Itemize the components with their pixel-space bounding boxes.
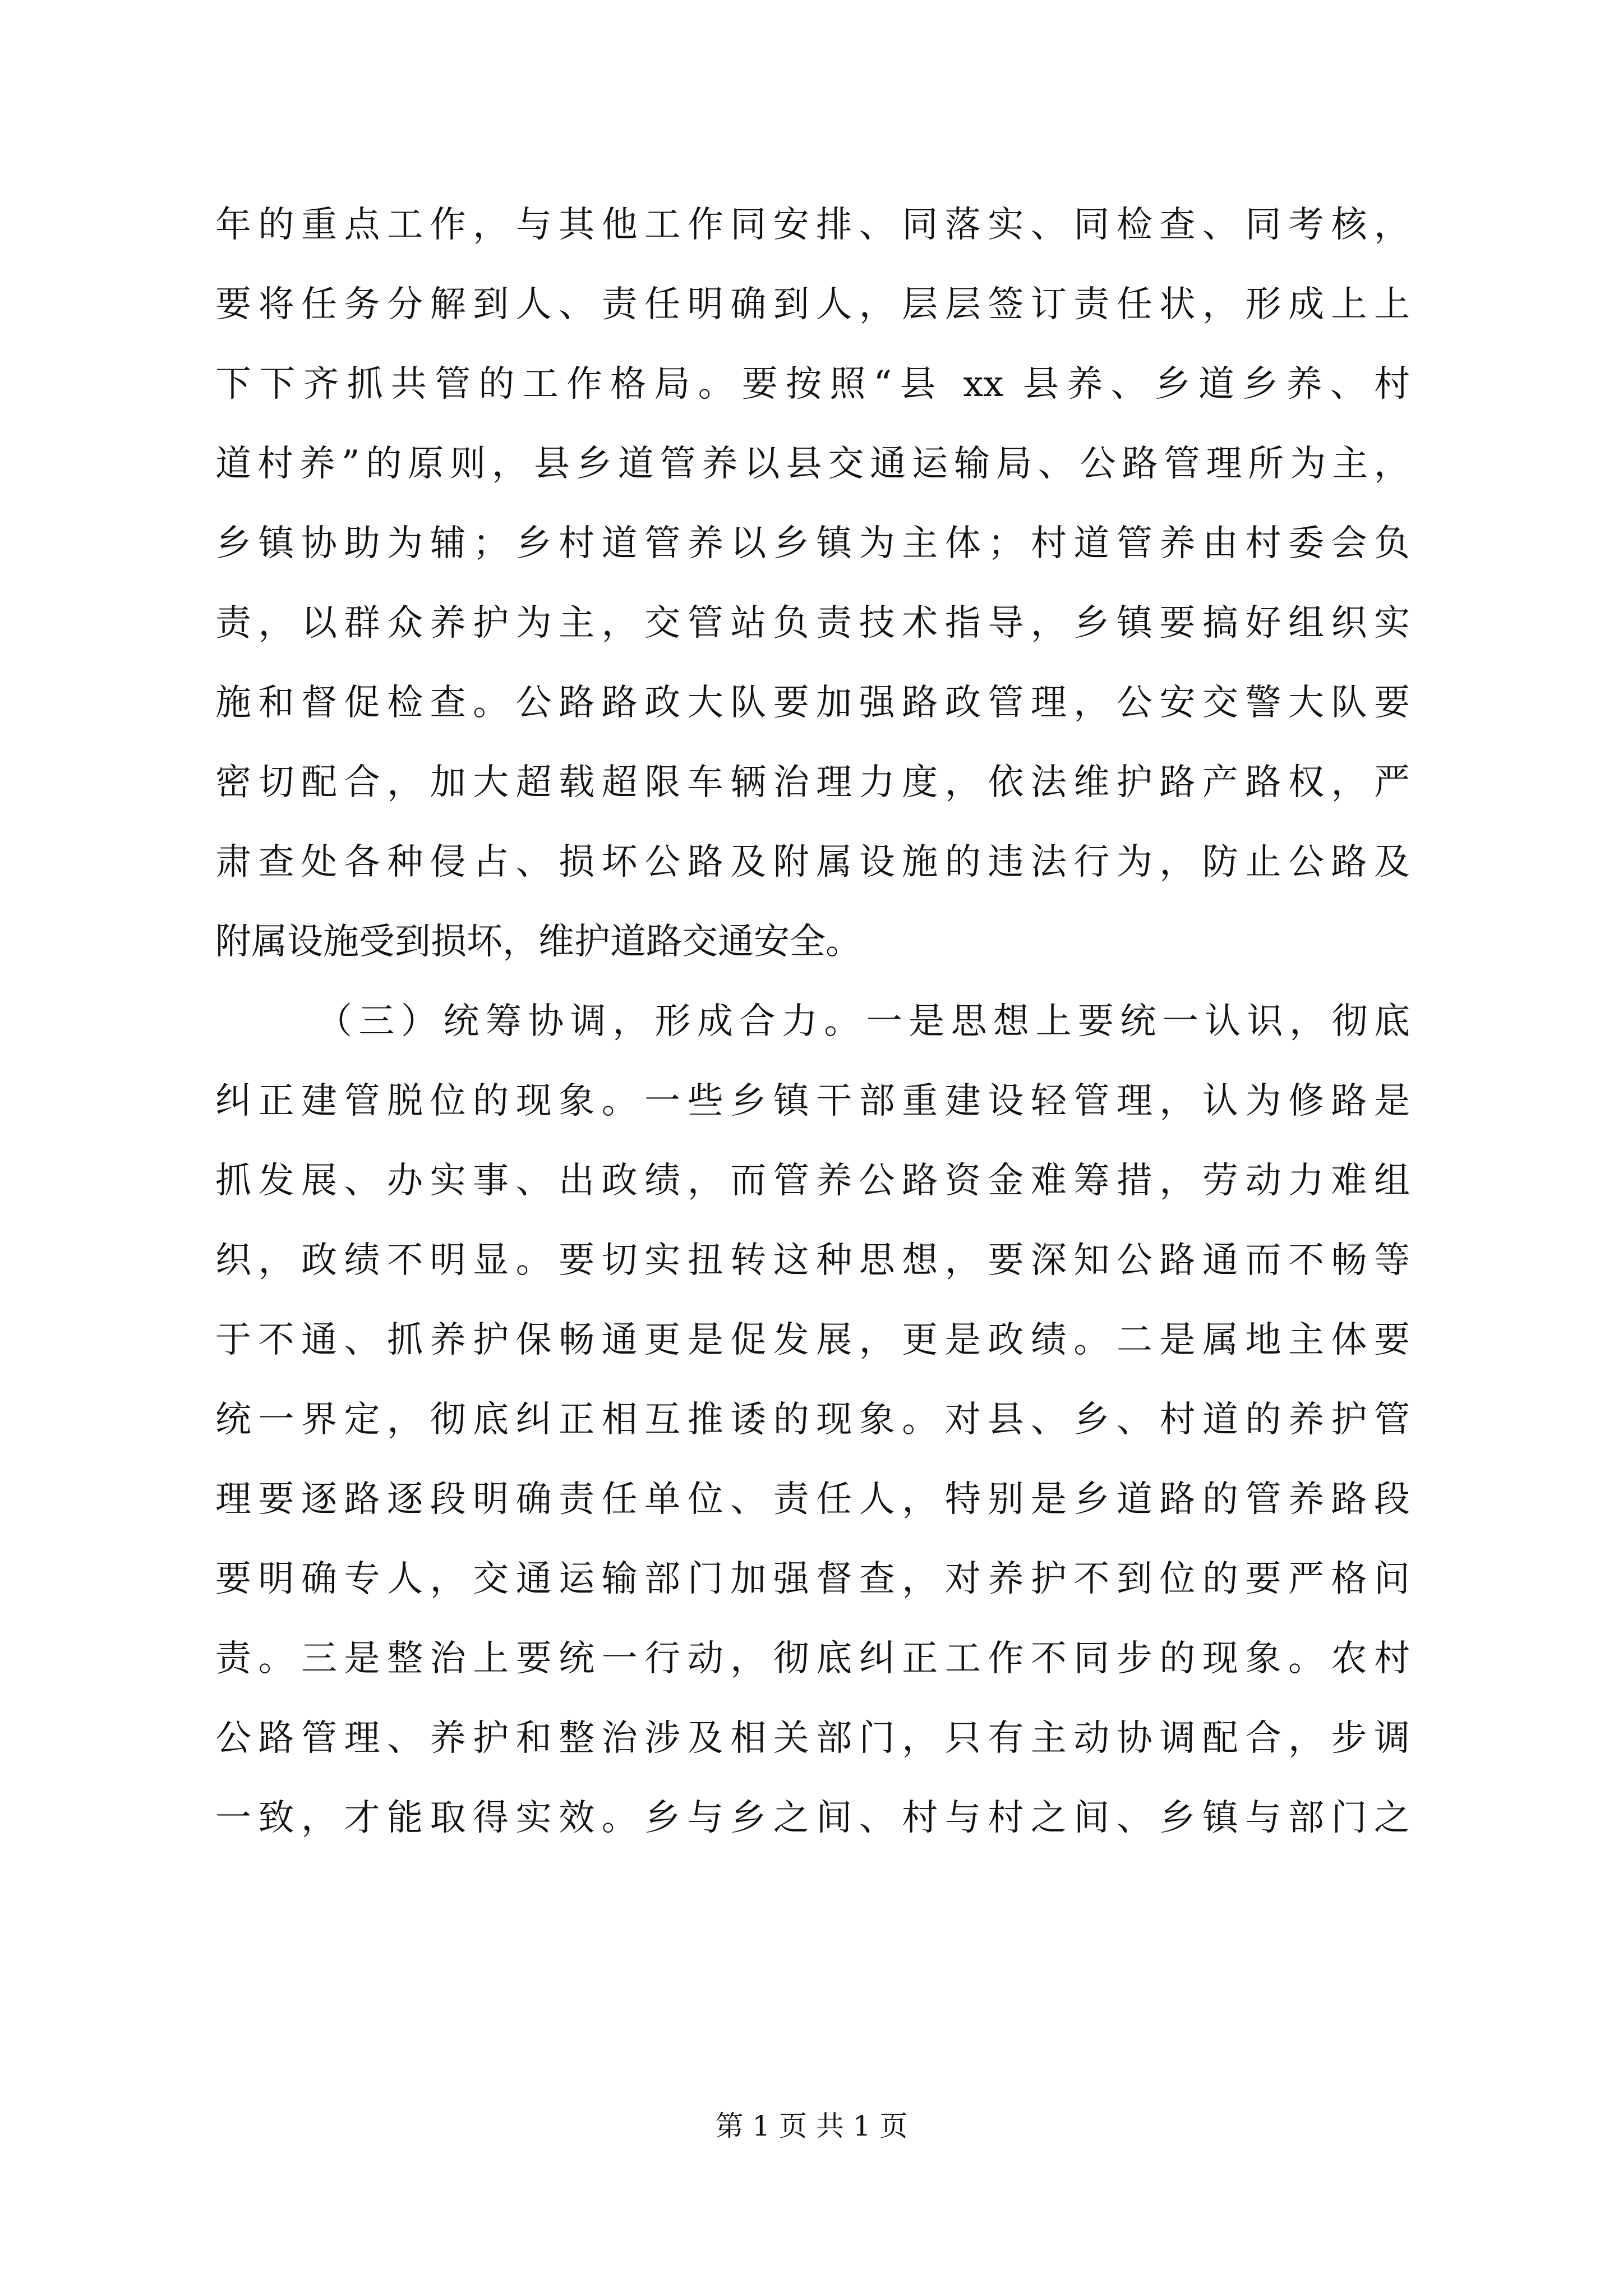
- text-line: 要明确专人，交通运输部门加强督查，对养护不到位的要严格问: [215, 1558, 1410, 1600]
- text-line: 要将任务分解到人、责任明确到人，层层签订责任状，形成上上: [215, 284, 1410, 325]
- paragraph-2: [215, 982, 1410, 1858]
- text-line: 纠正建管脱位的现象。一些乡镇干部重建设轻管理，认为修路是: [215, 1080, 1410, 1122]
- paragraph-1: [215, 185, 1410, 982]
- text-line: 责，以群众养护为主，交管站负责技术指导，乡镇要搞好组织实: [215, 602, 1410, 644]
- text-line: 于不通、抓养护保畅通更是促发展，更是政绩。二是属地主体要: [215, 1319, 1410, 1361]
- document-body: [215, 185, 1410, 1858]
- text-line: 乡镇协助为辅；乡村道管养以乡镇为主体；村道管养由村委会负: [215, 523, 1410, 564]
- text-line: 肃查处各种侵占、损坏公路及附属设施的违法行为，防止公路及: [215, 841, 1410, 883]
- text-line: 下下齐抓共管的工作格局。要按照“县 xx 县养、乡道乡养、村: [215, 364, 1410, 405]
- text-line: 责。三是整治上要统一行动，彻底纠正工作不同步的现象。农村: [215, 1638, 1410, 1680]
- text-line: 一致，才能取得实效。乡与乡之间、村与村之间、乡镇与部门之: [215, 1797, 1410, 1839]
- text-line: 附属设施受到损坏，维护道路交通安全。: [215, 921, 861, 963]
- text-line: 密切配合，加大超载超限车辆治理力度，依法维护路产路权，严: [215, 762, 1410, 803]
- text-line: （三）统筹协调，形成合力。一是思想上要统一认识，彻底: [316, 1001, 1410, 1042]
- text-line: 统一界定，彻底纠正相互推诿的现象。对县、乡、村道的养护管: [215, 1399, 1410, 1441]
- text-line: 公路管理、养护和整治涉及相关部门，只有主动协调配合，步调: [215, 1718, 1410, 1759]
- text-line: 施和督促检查。公路路政大队要加强路政管理，公安交警大队要: [215, 682, 1410, 724]
- text-line: 织，政绩不明显。要切实扭转这种思想，要深知公路通而不畅等: [215, 1240, 1410, 1281]
- text-line: 理要逐路逐段明确责任单位、责任人，特别是乡道路的管养路段: [215, 1479, 1410, 1520]
- page-footer: 第 1 页 共 1 页: [715, 2110, 908, 2142]
- text-line: 抓发展、办实事、出政绩，而管养公路资金难筹措，劳动力难组: [215, 1160, 1410, 1202]
- text-line: 年的重点工作，与其他工作同安排、同落实、同检查、同考核，: [215, 204, 1410, 246]
- text-line: 道村养”的原则，县乡道管养以县交通运输局、公路管理所为主，: [215, 443, 1410, 485]
